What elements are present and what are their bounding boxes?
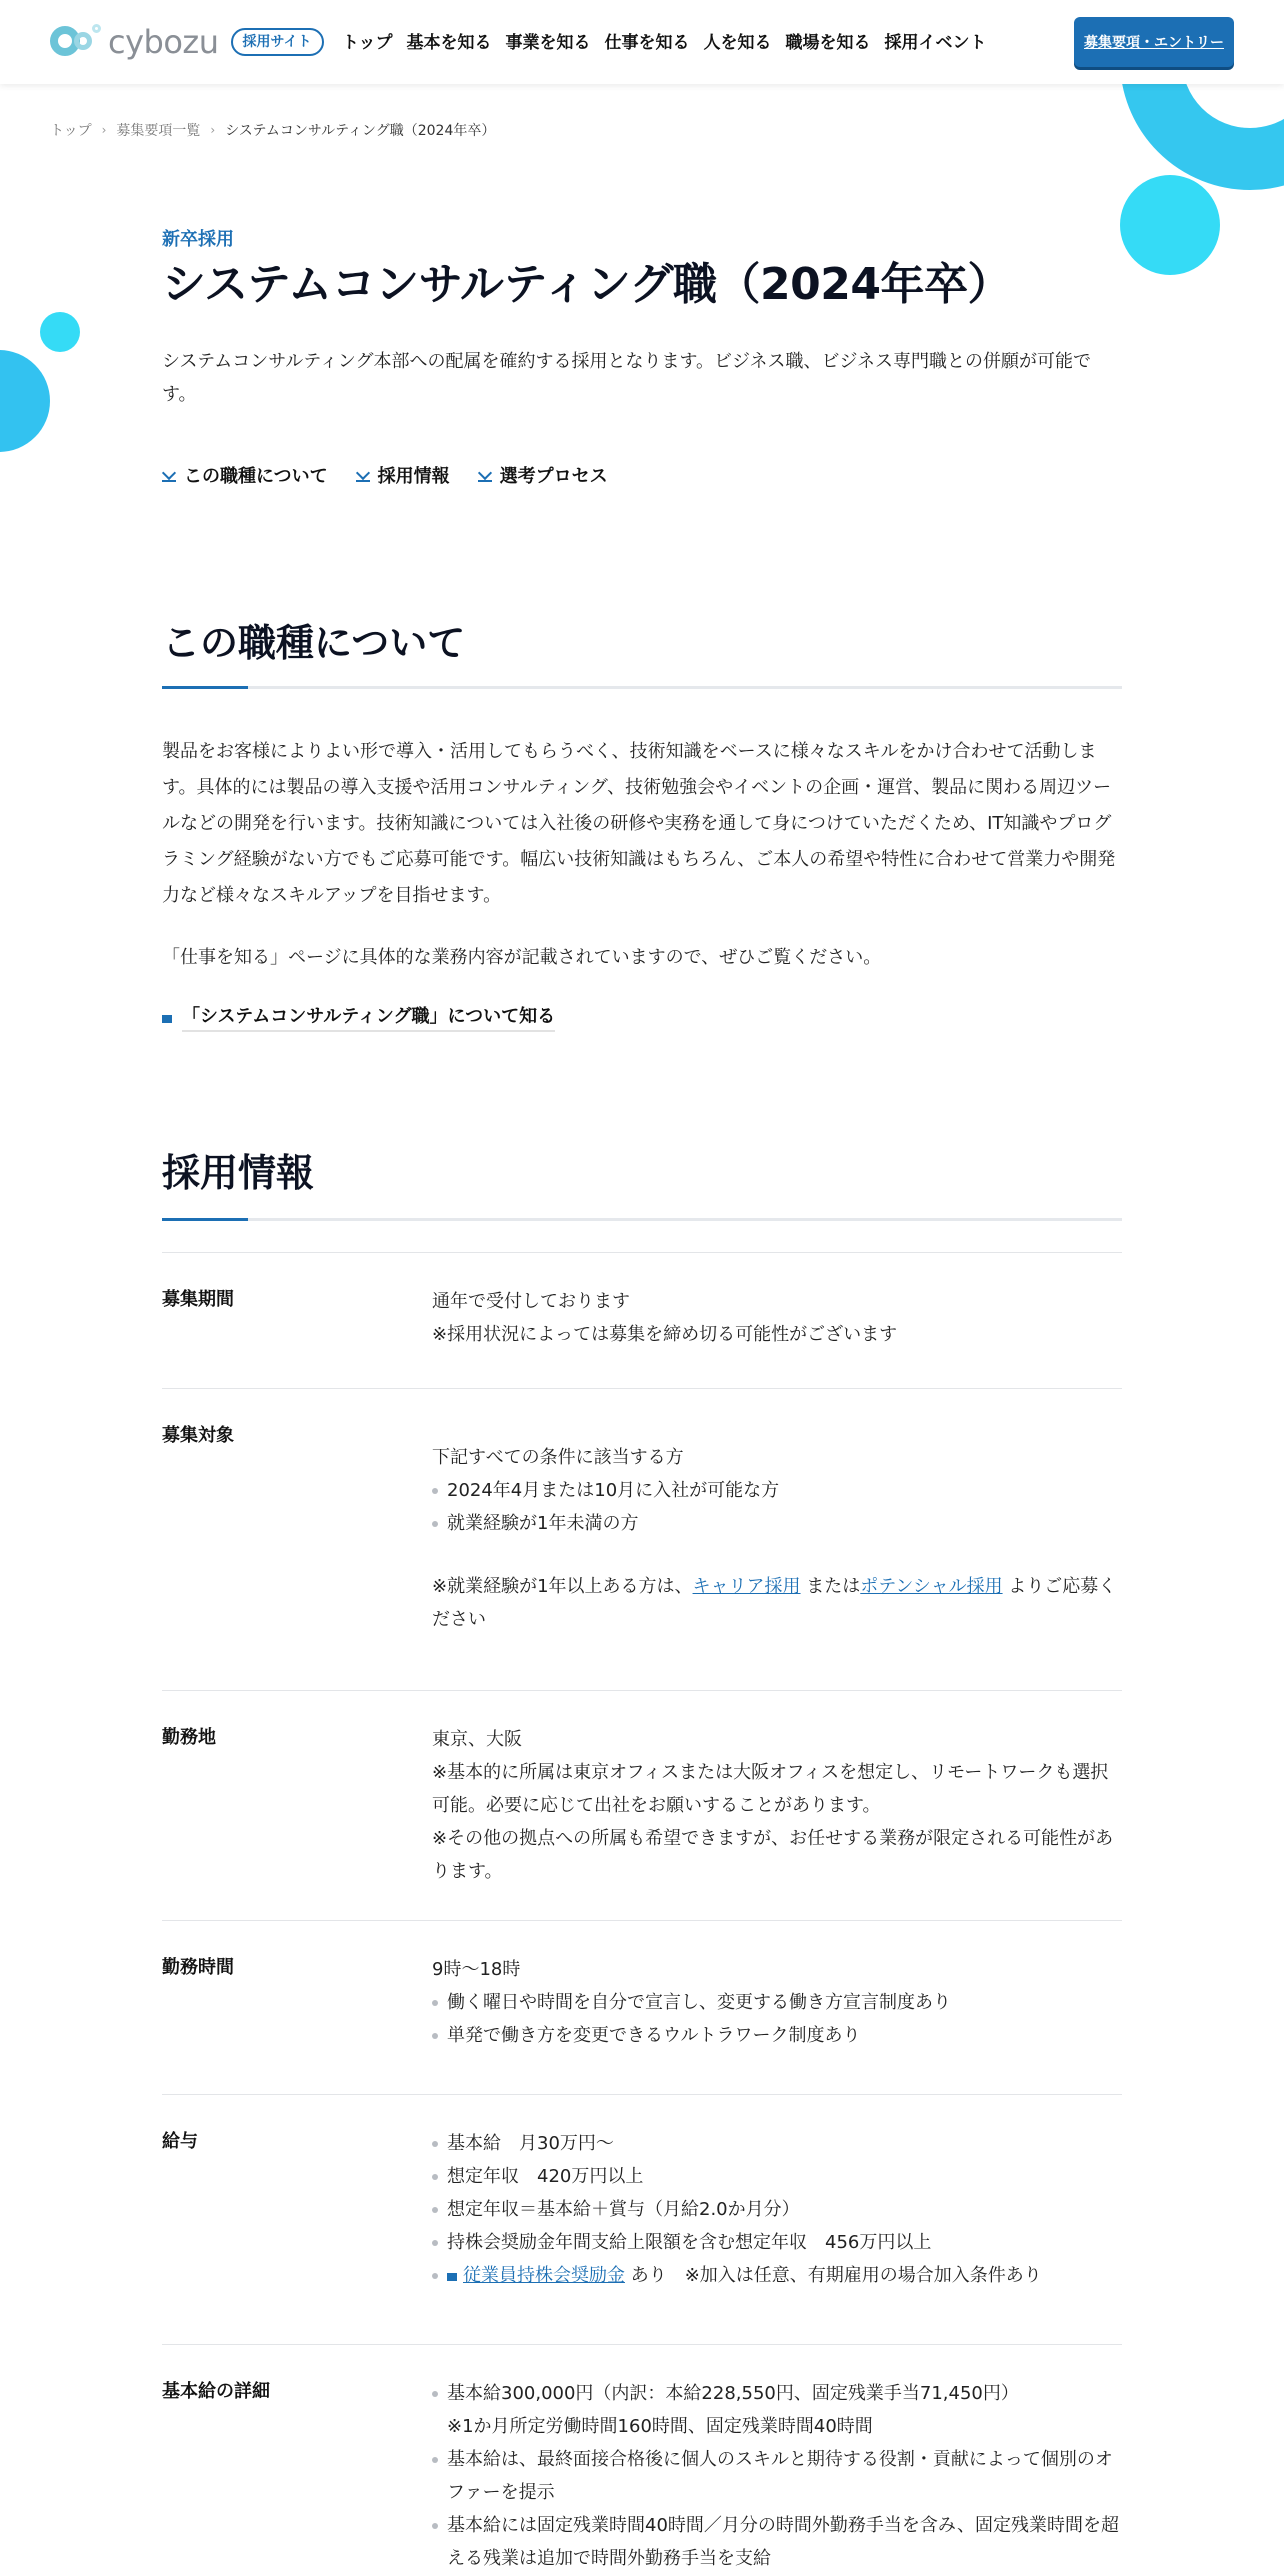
table-row: [162, 2344, 1122, 2568]
nav-events[interactable]: 採用イベント: [884, 33, 987, 53]
section-title-recruit: 採用情報: [162, 1151, 315, 1195]
logo-text: cybozu: [108, 23, 219, 61]
table-row: [162, 1252, 1122, 1388]
about-body: 製品をお客様によりよい形で導入・活用してもらうべく、技術知識をベースに様々なスキルをかけ合わせて活動します。具体的には製品の導入支援や活用コンサルティング、技術勉強会やイベントの企画・運営、製品に関わる周辺ツールなどの開発を行います。技術知識については入社後の研修や実務を通して身につけていただくため、IT知識やプログラミング経験がない方でもご応募可能です。幅広い技術知識はもちろん、ご本人の希望や特性に合わせて営業力や開発力など様々なスキルアップを目指せます。: [162, 741, 1116, 906]
breadcrumb-top[interactable]: トップ: [50, 123, 92, 139]
logo[interactable]: [50, 22, 324, 62]
document-icon: [447, 2273, 457, 2281]
target-note: ※就業経験が1年以上ある方は、キャリア採用 またはポテンシャル採用 よりご応募ください: [432, 1576, 1117, 1630]
decorative-circle-left: [0, 350, 50, 452]
chevron-down-icon: [478, 468, 492, 482]
table-row: [162, 2094, 1122, 2344]
eyebrow-label: 新卒採用: [162, 229, 234, 250]
anchor-about[interactable]: この職種について: [162, 462, 328, 488]
stock-incentive-link[interactable]: 従業員持株会奨励金: [463, 2265, 625, 2286]
chevron-right-icon: ›: [210, 123, 216, 137]
recruit-info-table: [162, 1252, 1122, 2568]
site-header: [0, 0, 1284, 84]
list-item: 就業経験が1年未満の方: [432, 1507, 1122, 1540]
row-body: 下記すべての条件に該当する方 2024年4月または10月に入社が可能な方 就業経験が1年未満の方 ※就業経験が1年以上ある方は、キャリア採用 またはポテンシャル採用 よりご応募ください: [432, 1421, 1122, 1690]
target-list: [432, 1474, 1122, 1540]
nav-business[interactable]: 事業を知る: [505, 33, 591, 53]
row-body: 東京、大阪 ※基本的に所属は東京オフィスまたは大阪オフィスを想定し、リモートワークも選択可能。必要に応じて出社をお願いすることがあります。 ※その他の拠点への所属も希望できますが、お任せする業務が限定される可能性があります。: [432, 1729, 1114, 1882]
nav-workplace[interactable]: 職場を知る: [785, 33, 871, 53]
list-item: 従業員持株会奨励金 あり ※加入は任意、有期雇用の場合加入条件あり: [432, 2259, 1122, 2292]
row-body: [432, 2377, 1122, 2568]
anchor-nav: [162, 462, 1122, 488]
nav-top[interactable]: トップ: [342, 33, 393, 53]
decorative-circle: [1120, 175, 1220, 275]
breadcrumb: [50, 120, 495, 140]
potential-recruit-link[interactable]: ポテンシャル採用: [860, 1576, 1003, 1597]
list-item: 基本給 月30万円～: [432, 2127, 1122, 2160]
nav-basics[interactable]: 基本を知る: [406, 33, 492, 53]
global-nav: [342, 28, 987, 53]
breadcrumb-job-list[interactable]: 募集要項一覧: [116, 123, 201, 139]
breadcrumb-current: システムコンサルティング職（2024年卒）: [225, 123, 496, 139]
list-item: 想定年収 420万円以上: [432, 2160, 1122, 2193]
list-item: 単発で働き方を変更できるウルトラワーク制度あり: [432, 2019, 1122, 2052]
nav-work[interactable]: 仕事を知る: [604, 33, 690, 53]
entry-button[interactable]: 募集要項・エントリー: [1074, 17, 1234, 67]
list-item: 基本給300,000円（内訳：本給228,550円、固定残業手当71,450円） ※1か月所定労働時間160時間、固定残業時間40時間: [432, 2377, 1122, 2443]
chevron-right-icon: ›: [101, 123, 107, 137]
list-item: 働く曜日や時間を自分で宣言し、変更する働き方宣言制度あり: [432, 1986, 1122, 2019]
row-label: 給与: [162, 2131, 198, 2152]
row-label: 募集期間: [162, 1289, 234, 1310]
section-divider: [162, 686, 1122, 689]
list-item: 2024年4月または10月に入社が可能な方: [432, 1474, 1122, 1507]
list-item: 持株会奨励金年間支給上限額を含む想定年収 456万円以上: [432, 2226, 1122, 2259]
chevron-down-icon: [356, 468, 370, 482]
section-divider: [162, 1218, 1122, 1221]
section-title-about: この職種について: [162, 621, 466, 665]
document-icon: [162, 1015, 172, 1023]
about-note: 「仕事を知る」ページに具体的な業務内容が記載されていますので、ぜひご覧ください。: [162, 947, 882, 968]
list-item: 想定年収＝基本給＋賞与（月給2.0か月分）: [432, 2193, 1122, 2226]
row-body: 通年で受付しております ※採用状況によっては募集を締め切る可能性がございます: [432, 1291, 898, 1345]
list-item: 基本給は、最終面接合格後に個人のスキルと期待する役割・貢献によって個別のオファーを提示: [432, 2443, 1122, 2509]
decorative-dot-left: [40, 312, 80, 352]
anchor-selection-process[interactable]: 選考プロセス: [478, 462, 608, 488]
about-job-link[interactable]: 「システムコンサルティング職」について知る: [162, 1002, 1122, 1032]
list-item: 基本給には固定残業時間40時間／月分の時間外勤務手当を含み、固定残業時間を超える残業は追加で時間外勤務手当を支給: [432, 2509, 1122, 2568]
row-label: 勤務時間: [162, 1957, 234, 1978]
row-body: [432, 2127, 1122, 2344]
row-label: 募集対象: [162, 1425, 234, 1446]
anchor-recruit-info[interactable]: 採用情報: [356, 462, 450, 488]
chevron-down-icon: [162, 468, 176, 482]
lead-text: システムコンサルティング本部への配属を確約する採用となります。ビジネス職、ビジネス専門職との併願が可能です。: [162, 351, 1091, 405]
recruit-site-badge: 採用サイト: [231, 28, 324, 56]
table-row: [162, 1690, 1122, 1920]
table-row: [162, 1388, 1122, 1690]
row-label: 勤務地: [162, 1727, 216, 1748]
row-label: 基本給の詳細: [162, 2381, 270, 2402]
nav-people[interactable]: 人を知る: [703, 33, 772, 53]
cybozu-logo-icon: [50, 22, 102, 62]
career-recruit-link[interactable]: キャリア採用: [692, 1576, 801, 1597]
page-title: システムコンサルティング職（2024年卒）: [162, 259, 1011, 310]
table-row: [162, 1920, 1122, 2094]
row-body: 9時～18時 働く曜日や時間を自分で宣言し、変更する働き方宣言制度あり 単発で働き方を変更できるウルトラワーク制度あり: [432, 1953, 1122, 2094]
